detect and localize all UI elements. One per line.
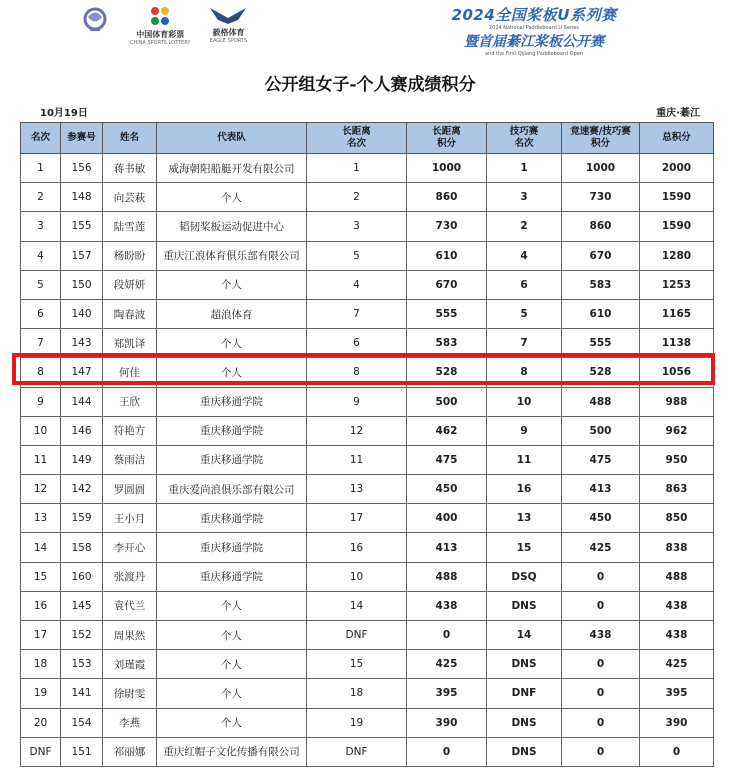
cell-rank: 14 <box>21 533 61 562</box>
cell-bib: 141 <box>61 679 103 708</box>
cell-name: 郑凯译 <box>103 329 157 358</box>
table-row <box>21 154 714 183</box>
cell-long-dist-points: 0 <box>407 621 487 650</box>
table-row <box>21 416 714 445</box>
cell-long-dist-rank: 4 <box>307 270 407 299</box>
cell-skill-rank: 5 <box>487 299 562 328</box>
cell-skill-rank: 9 <box>487 416 562 445</box>
col-header-long-dist-rank: 长距离 名次 <box>307 123 407 154</box>
col-header-sprint-skill-points: 竞速赛/技巧赛 积分 <box>562 123 640 154</box>
cell-sprint-skill-points: 475 <box>562 445 640 474</box>
table-row <box>21 445 714 474</box>
cell-total-points: 1280 <box>640 241 714 270</box>
cell-team: 重庆移通学院 <box>157 387 307 416</box>
cell-sprint-skill-points: 0 <box>562 562 640 591</box>
cell-long-dist-points: 610 <box>407 241 487 270</box>
event-banner <box>414 4 654 57</box>
cell-skill-rank: DNS <box>487 708 562 737</box>
cell-long-dist-points: 860 <box>407 183 487 212</box>
cell-total-points: 1590 <box>640 183 714 212</box>
cell-name: 刘瑾霞 <box>103 650 157 679</box>
cell-rank: 17 <box>21 621 61 650</box>
table-row <box>21 387 714 416</box>
cell-long-dist-points: 0 <box>407 737 487 766</box>
cell-long-dist-points: 425 <box>407 650 487 679</box>
col-header-skill-rank: 技巧赛 名次 <box>487 123 562 154</box>
cell-sprint-skill-points: 860 <box>562 212 640 241</box>
cell-skill-rank: 14 <box>487 621 562 650</box>
cell-name: 李燕 <box>103 708 157 737</box>
cell-sprint-skill-points: 0 <box>562 591 640 620</box>
cell-skill-rank: DSQ <box>487 562 562 591</box>
cell-long-dist-rank: 5 <box>307 241 407 270</box>
cell-skill-rank: 11 <box>487 445 562 474</box>
cell-rank: 15 <box>21 562 61 591</box>
cell-skill-rank: DNF <box>487 679 562 708</box>
cell-long-dist-points: 528 <box>407 358 487 387</box>
col-header-bib: 参赛号 <box>61 123 103 154</box>
cell-name: 周果然 <box>103 621 157 650</box>
table-row <box>21 679 714 708</box>
cell-name: 张渡丹 <box>103 562 157 591</box>
cell-total-points: 850 <box>640 504 714 533</box>
eagle-sports-logo <box>208 4 248 44</box>
cell-rank: 16 <box>21 591 61 620</box>
table-row <box>21 591 714 620</box>
cell-rank: 5 <box>21 270 61 299</box>
cell-team: 个人 <box>157 358 307 387</box>
table-row <box>21 358 714 387</box>
cell-team: 重庆移通学院 <box>157 562 307 591</box>
cell-name: 杨盼盼 <box>103 241 157 270</box>
cell-name: 陆雪莲 <box>103 212 157 241</box>
sports-lottery-icon <box>147 4 173 28</box>
cell-bib: 143 <box>61 329 103 358</box>
cell-long-dist-rank: 10 <box>307 562 407 591</box>
cell-sprint-skill-points: 0 <box>562 708 640 737</box>
cell-name: 陶春波 <box>103 299 157 328</box>
cell-rank: 19 <box>21 679 61 708</box>
event-date: 10月19日 <box>40 108 88 119</box>
cell-bib: 159 <box>61 504 103 533</box>
cell-bib: 146 <box>61 416 103 445</box>
table-row <box>21 621 714 650</box>
cell-sprint-skill-points: 610 <box>562 299 640 328</box>
cell-long-dist-rank: 7 <box>307 299 407 328</box>
cell-team: 重庆爱尚浪俱乐部有限公司 <box>157 475 307 504</box>
cell-sprint-skill-points: 0 <box>562 679 640 708</box>
cell-long-dist-rank: 19 <box>307 708 407 737</box>
cell-total-points: 1590 <box>640 212 714 241</box>
cell-total-points: 488 <box>640 562 714 591</box>
event-title-2: 暨首届綦江桨板公开赛 <box>464 34 604 50</box>
event-subtitle-en: 2024 National Paddleboard U Series <box>488 25 580 31</box>
cell-long-dist-rank: 16 <box>307 533 407 562</box>
cell-name: 蒋书敏 <box>103 154 157 183</box>
cell-team: 超浪体育 <box>157 299 307 328</box>
table-body <box>21 154 714 767</box>
cell-team: 个人 <box>157 621 307 650</box>
cell-team: 个人 <box>157 679 307 708</box>
cell-long-dist-rank: 14 <box>307 591 407 620</box>
cell-skill-rank: 3 <box>487 183 562 212</box>
cell-team: 重庆移通学院 <box>157 504 307 533</box>
cell-name: 王小月 <box>103 504 157 533</box>
cell-rank: 18 <box>21 650 61 679</box>
cell-long-dist-rank: 17 <box>307 504 407 533</box>
lottery-sub: CHINA SPORTS LOTTERY <box>130 40 191 46</box>
cell-long-dist-points: 400 <box>407 504 487 533</box>
event-subtitle-en-2: and the First Qijiang Paddleboard Open <box>484 51 584 57</box>
cell-name: 徐尉雯 <box>103 679 157 708</box>
cell-sprint-skill-points: 670 <box>562 241 640 270</box>
cell-skill-rank: 1 <box>487 154 562 183</box>
cell-bib: 160 <box>61 562 103 591</box>
cell-long-dist-rank: DNF <box>307 621 407 650</box>
cell-rank: 13 <box>21 504 61 533</box>
cell-name: 何佳 <box>103 358 157 387</box>
cell-bib: 152 <box>61 621 103 650</box>
cell-bib: 147 <box>61 358 103 387</box>
cell-long-dist-points: 488 <box>407 562 487 591</box>
cell-rank: 2 <box>21 183 61 212</box>
table-row <box>21 241 714 270</box>
cell-total-points: 395 <box>640 679 714 708</box>
association-logo <box>78 4 112 38</box>
cell-sprint-skill-points: 730 <box>562 183 640 212</box>
cell-rank: 8 <box>21 358 61 387</box>
cell-sprint-skill-points: 413 <box>562 475 640 504</box>
cell-bib: 158 <box>61 533 103 562</box>
cell-total-points: 390 <box>640 708 714 737</box>
cell-rank: 7 <box>21 329 61 358</box>
cell-long-dist-rank: 13 <box>307 475 407 504</box>
cell-rank: 6 <box>21 299 61 328</box>
cell-bib: 140 <box>61 299 103 328</box>
table-row <box>21 533 714 562</box>
association-logo-icon <box>78 4 112 38</box>
cell-team: 个人 <box>157 650 307 679</box>
col-header-name: 姓名 <box>103 123 157 154</box>
cell-name: 袁代兰 <box>103 591 157 620</box>
cell-total-points: 1138 <box>640 329 714 358</box>
cell-long-dist-points: 670 <box>407 270 487 299</box>
lottery-caption: 中国体育彩票 <box>136 30 185 39</box>
cell-long-dist-rank: 18 <box>307 679 407 708</box>
cell-team: 重庆移通学院 <box>157 533 307 562</box>
cell-team: 个人 <box>157 183 307 212</box>
page-title: 公开组女子-个人赛成绩积分 <box>264 75 476 95</box>
cell-bib: 150 <box>61 270 103 299</box>
cell-long-dist-rank: 6 <box>307 329 407 358</box>
cell-total-points: 863 <box>640 475 714 504</box>
cell-long-dist-points: 390 <box>407 708 487 737</box>
cell-rank: 1 <box>21 154 61 183</box>
event-title: 2024全国桨板U系列赛 <box>451 6 617 24</box>
table-row <box>21 270 714 299</box>
cell-rank: 3 <box>21 212 61 241</box>
cell-total-points: 1253 <box>640 270 714 299</box>
cell-bib: 153 <box>61 650 103 679</box>
col-header-long-dist-points: 长距离 积分 <box>407 123 487 154</box>
cell-name: 王欣 <box>103 387 157 416</box>
cell-long-dist-points: 413 <box>407 533 487 562</box>
results-table <box>20 122 714 767</box>
cell-long-dist-rank: 3 <box>307 212 407 241</box>
cell-bib: 149 <box>61 445 103 474</box>
table-row <box>21 299 714 328</box>
cell-long-dist-points: 395 <box>407 679 487 708</box>
cell-bib: 148 <box>61 183 103 212</box>
cell-bib: 142 <box>61 475 103 504</box>
cell-rank: 10 <box>21 416 61 445</box>
event-location: 重庆·綦江 <box>656 108 700 119</box>
cell-total-points: 1165 <box>640 299 714 328</box>
table-row <box>21 475 714 504</box>
cell-sprint-skill-points: 1000 <box>562 154 640 183</box>
cell-bib: 154 <box>61 708 103 737</box>
cell-long-dist-rank: 11 <box>307 445 407 474</box>
cell-long-dist-points: 583 <box>407 329 487 358</box>
cell-bib: 145 <box>61 591 103 620</box>
cell-skill-rank: DNS <box>487 591 562 620</box>
cell-sprint-skill-points: 450 <box>562 504 640 533</box>
col-header-rank: 名次 <box>21 123 61 154</box>
cell-name: 向芸萩 <box>103 183 157 212</box>
china-sports-lottery-logo <box>130 4 190 46</box>
cell-bib: 151 <box>61 737 103 766</box>
cell-rank: 12 <box>21 475 61 504</box>
cell-long-dist-rank: DNF <box>307 737 407 766</box>
cell-long-dist-points: 555 <box>407 299 487 328</box>
cell-total-points: 1056 <box>640 358 714 387</box>
cell-skill-rank: 15 <box>487 533 562 562</box>
table-row <box>21 212 714 241</box>
table-row <box>21 737 714 766</box>
cell-sprint-skill-points: 528 <box>562 358 640 387</box>
cell-team: 个人 <box>157 329 307 358</box>
cell-skill-rank: 6 <box>487 270 562 299</box>
table-row <box>21 650 714 679</box>
cell-rank: 20 <box>21 708 61 737</box>
eagle-sub: EAGLE SPORTS <box>209 38 248 44</box>
col-header-total-points: 总积分 <box>640 123 714 154</box>
cell-total-points: 0 <box>640 737 714 766</box>
cell-sprint-skill-points: 555 <box>562 329 640 358</box>
cell-total-points: 950 <box>640 445 714 474</box>
cell-bib: 144 <box>61 387 103 416</box>
cell-name: 李开心 <box>103 533 157 562</box>
cell-long-dist-rank: 15 <box>307 650 407 679</box>
cell-long-dist-points: 730 <box>407 212 487 241</box>
cell-total-points: 988 <box>640 387 714 416</box>
cell-team: 重庆江浪体育俱乐部有限公司 <box>157 241 307 270</box>
cell-team: 威海朝阳船艇开发有限公司 <box>157 154 307 183</box>
cell-team: 韬韧桨板运动促进中心 <box>157 212 307 241</box>
cell-total-points: 438 <box>640 591 714 620</box>
cell-long-dist-points: 450 <box>407 475 487 504</box>
table-row <box>21 183 714 212</box>
cell-total-points: 438 <box>640 621 714 650</box>
table-row <box>21 504 714 533</box>
eagle-icon <box>208 4 248 26</box>
table-row <box>21 708 714 737</box>
cell-sprint-skill-points: 438 <box>562 621 640 650</box>
cell-long-dist-points: 438 <box>407 591 487 620</box>
cell-skill-rank: 8 <box>487 358 562 387</box>
eagle-caption: 毅格体育 <box>212 28 245 37</box>
cell-long-dist-points: 500 <box>407 387 487 416</box>
cell-long-dist-rank: 9 <box>307 387 407 416</box>
cell-bib: 157 <box>61 241 103 270</box>
cell-skill-rank: 4 <box>487 241 562 270</box>
cell-team: 重庆移通学院 <box>157 445 307 474</box>
cell-skill-rank: DNS <box>487 650 562 679</box>
sponsor-logos <box>78 4 248 46</box>
cell-bib: 155 <box>61 212 103 241</box>
cell-team: 重庆红帽子文化传播有限公司 <box>157 737 307 766</box>
cell-sprint-skill-points: 0 <box>562 737 640 766</box>
cell-skill-rank: DNS <box>487 737 562 766</box>
cell-name: 罗圆圆 <box>103 475 157 504</box>
cell-rank: DNF <box>21 737 61 766</box>
cell-long-dist-points: 462 <box>407 416 487 445</box>
cell-team: 重庆移通学院 <box>157 416 307 445</box>
cell-skill-rank: 16 <box>487 475 562 504</box>
cell-name: 段妍妍 <box>103 270 157 299</box>
cell-long-dist-points: 1000 <box>407 154 487 183</box>
cell-long-dist-rank: 1 <box>307 154 407 183</box>
cell-total-points: 2000 <box>640 154 714 183</box>
cell-skill-rank: 10 <box>487 387 562 416</box>
cell-sprint-skill-points: 488 <box>562 387 640 416</box>
cell-team: 个人 <box>157 270 307 299</box>
cell-sprint-skill-points: 425 <box>562 533 640 562</box>
cell-rank: 4 <box>21 241 61 270</box>
cell-team: 个人 <box>157 591 307 620</box>
cell-bib: 156 <box>61 154 103 183</box>
col-header-team: 代表队 <box>157 123 307 154</box>
cell-long-dist-rank: 8 <box>307 358 407 387</box>
table-row <box>21 329 714 358</box>
cell-name: 蔡雨洁 <box>103 445 157 474</box>
cell-skill-rank: 2 <box>487 212 562 241</box>
cell-sprint-skill-points: 0 <box>562 650 640 679</box>
cell-rank: 9 <box>21 387 61 416</box>
cell-total-points: 838 <box>640 533 714 562</box>
cell-total-points: 962 <box>640 416 714 445</box>
cell-sprint-skill-points: 583 <box>562 270 640 299</box>
cell-sprint-skill-points: 500 <box>562 416 640 445</box>
cell-team: 个人 <box>157 708 307 737</box>
cell-skill-rank: 13 <box>487 504 562 533</box>
cell-total-points: 425 <box>640 650 714 679</box>
cell-name: 祁丽娜 <box>103 737 157 766</box>
cell-long-dist-points: 475 <box>407 445 487 474</box>
table-header-row <box>21 123 714 154</box>
table-row <box>21 562 714 591</box>
cell-skill-rank: 7 <box>487 329 562 358</box>
cell-rank: 11 <box>21 445 61 474</box>
cell-long-dist-rank: 2 <box>307 183 407 212</box>
cell-long-dist-rank: 12 <box>307 416 407 445</box>
cell-name: 符艳方 <box>103 416 157 445</box>
